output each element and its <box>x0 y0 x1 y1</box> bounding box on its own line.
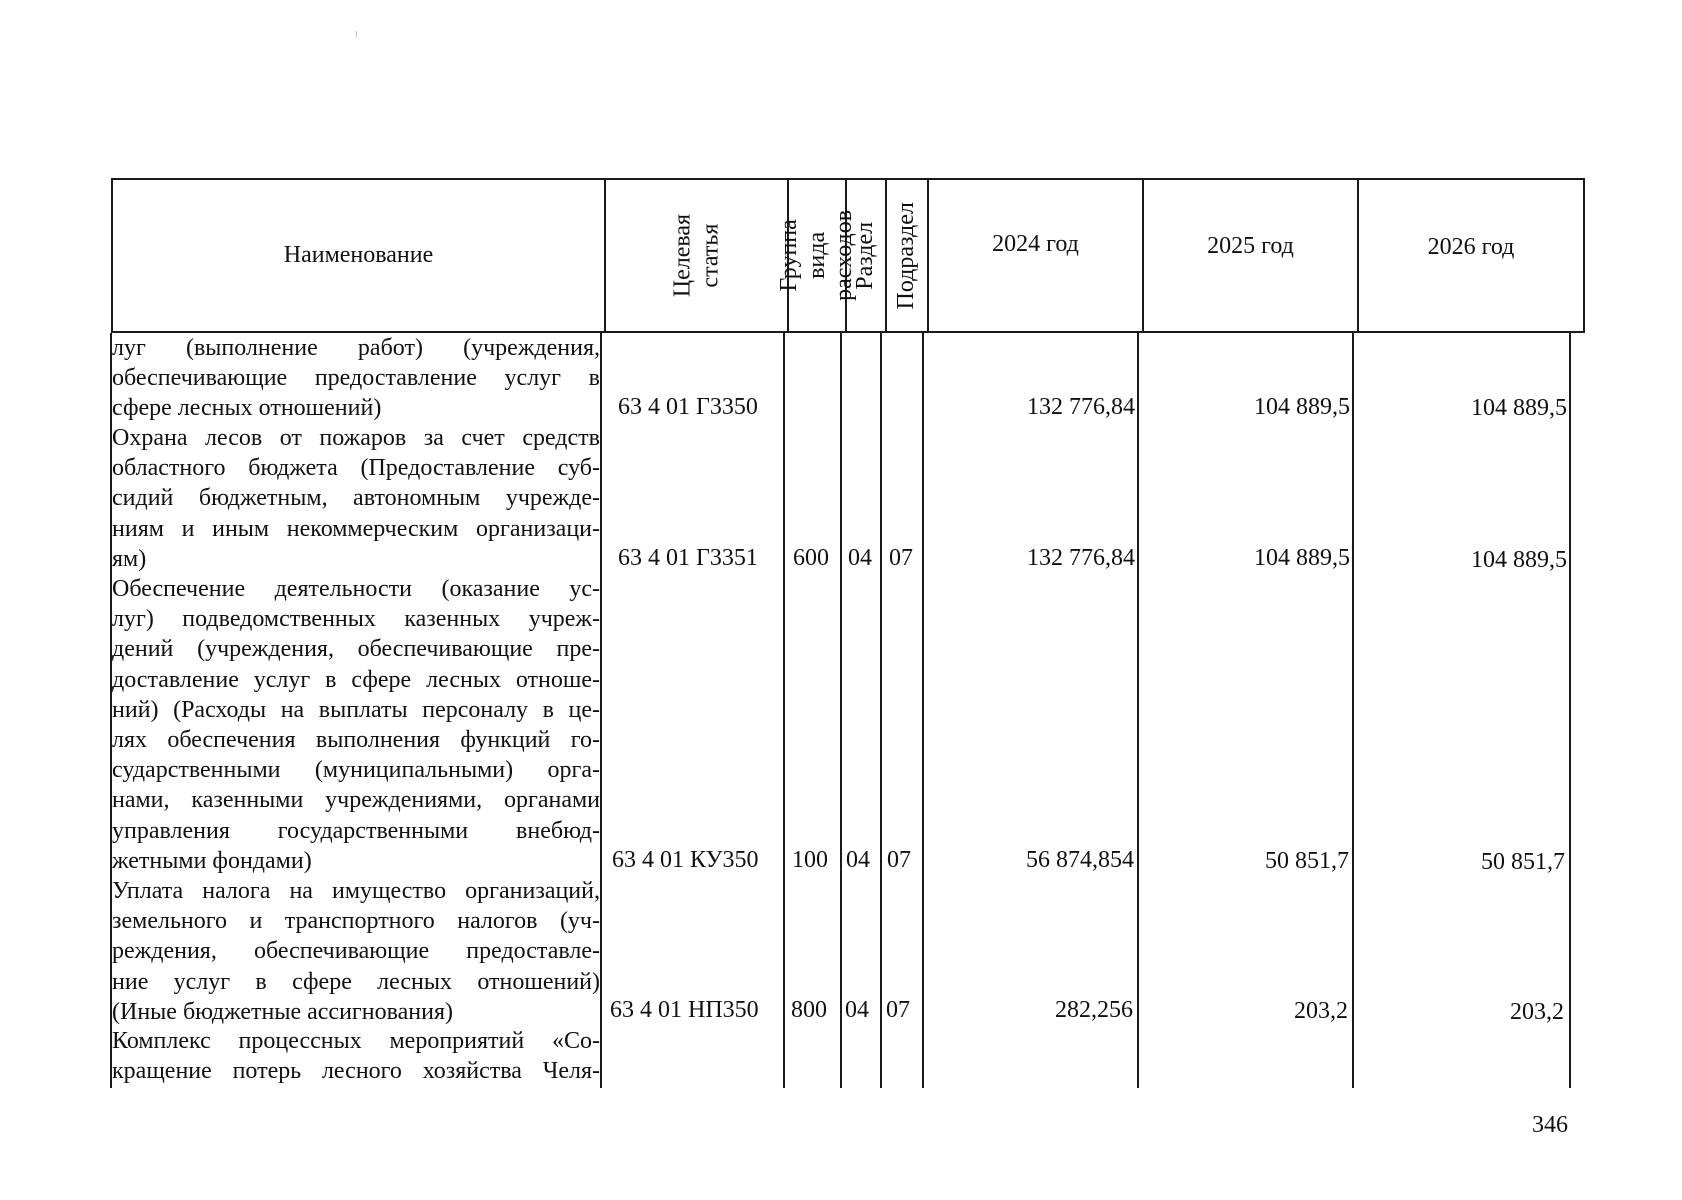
table-cell-section: 04 <box>846 847 870 873</box>
table-cell-2026: 203,2 <box>1510 999 1564 1025</box>
table-cell-2026: 104 889,5 <box>1471 547 1567 573</box>
column-divider <box>1137 333 1139 1088</box>
header-subsection: Подраздел <box>893 201 920 310</box>
table-cell-group: 100 <box>792 847 828 873</box>
table-cell-code: 63 4 01 Г3350 <box>618 394 758 420</box>
scan-mark <box>356 31 357 37</box>
table-cell-2024: 282,256 <box>1055 997 1133 1023</box>
table-row-name: Охрана лесов от пожаров за счет средств областного бюджета (Предоставление суб- сидий бюджетным, автономным учрежде- ниям и иным некоммерческим организаци- ям) <box>112 425 600 572</box>
header-name: Наименование <box>283 241 434 268</box>
table-cell-section: 04 <box>845 997 869 1023</box>
column-divider <box>922 333 924 1088</box>
column-divider <box>783 333 785 1088</box>
table-cell-code: 63 4 01 НП350 <box>610 997 759 1023</box>
header-2025: 2025 год <box>1207 233 1294 260</box>
table-cell-2024: 132 776,84 <box>1027 545 1135 571</box>
table-cell-2025: 50 851,7 <box>1265 848 1349 874</box>
header-section: Раздел <box>852 221 879 290</box>
table-cell-code: 63 4 01 КУ350 <box>612 847 759 873</box>
table-cell-group: 800 <box>791 997 827 1023</box>
table-cell-subsection: 07 <box>889 545 913 571</box>
header-2026: 2026 год <box>1427 234 1515 261</box>
table-cell-2026: 104 889,5 <box>1471 395 1567 421</box>
table-cell-2025: 203,2 <box>1294 998 1348 1024</box>
table-row-name: луг (выполнение работ) (учреждения, обеспечивающие предоставление услуг в сфере лесных отношений) <box>112 335 600 422</box>
table-cell-subsection: 07 <box>887 847 911 873</box>
table-cell-code: 63 4 01 Г3351 <box>618 545 758 571</box>
table-cell-2024: 56 874,854 <box>1026 847 1134 873</box>
header-2024: 2024 год <box>992 231 1079 258</box>
column-divider <box>600 333 602 1088</box>
column-divider <box>880 333 882 1088</box>
column-divider <box>1569 333 1571 1088</box>
table-cell-subsection: 07 <box>886 997 910 1023</box>
table-cell-2025: 104 889,5 <box>1254 545 1350 571</box>
table-cell-2024: 132 776,84 <box>1027 394 1135 420</box>
header-expense-group: Группа вида расходов <box>775 210 857 301</box>
table-cell-2026: 50 851,7 <box>1481 849 1565 875</box>
table-row-name: Уплата налога на имущество организаций, земельного и транспортного налогов (уч- реждения, обеспечивающие предоставле- ние услуг в сфере лесных отношений) (Иные бюджетные ассигнования) <box>112 878 600 1025</box>
page-number: 346 <box>1532 1112 1568 1138</box>
column-divider <box>1352 333 1354 1088</box>
table-row-name: Обеспечение деятельности (оказание ус- луг) подведомственных казенных учреж- дений (учреждения, обеспечивающие пре- доставление услуг в сфере лесных отноше- ний) (Расходы на выплаты персоналу в це- лях обеспечения выполнения функций го- сударственными (муниципальными) орга- нами, казенными учреждениями, органами управления государственными внебюд- жетными фондами) <box>112 576 600 874</box>
table-row-name: Комплекс процессных мероприятий «Со- кращение потерь лесного хозяйства Челя- <box>112 1028 600 1085</box>
table-cell-section: 04 <box>848 545 872 571</box>
header-target-item: Целевая статья <box>668 213 723 298</box>
column-divider <box>840 333 842 1088</box>
table-cell-group: 600 <box>793 545 829 571</box>
table-cell-2025: 104 889,5 <box>1254 394 1350 420</box>
